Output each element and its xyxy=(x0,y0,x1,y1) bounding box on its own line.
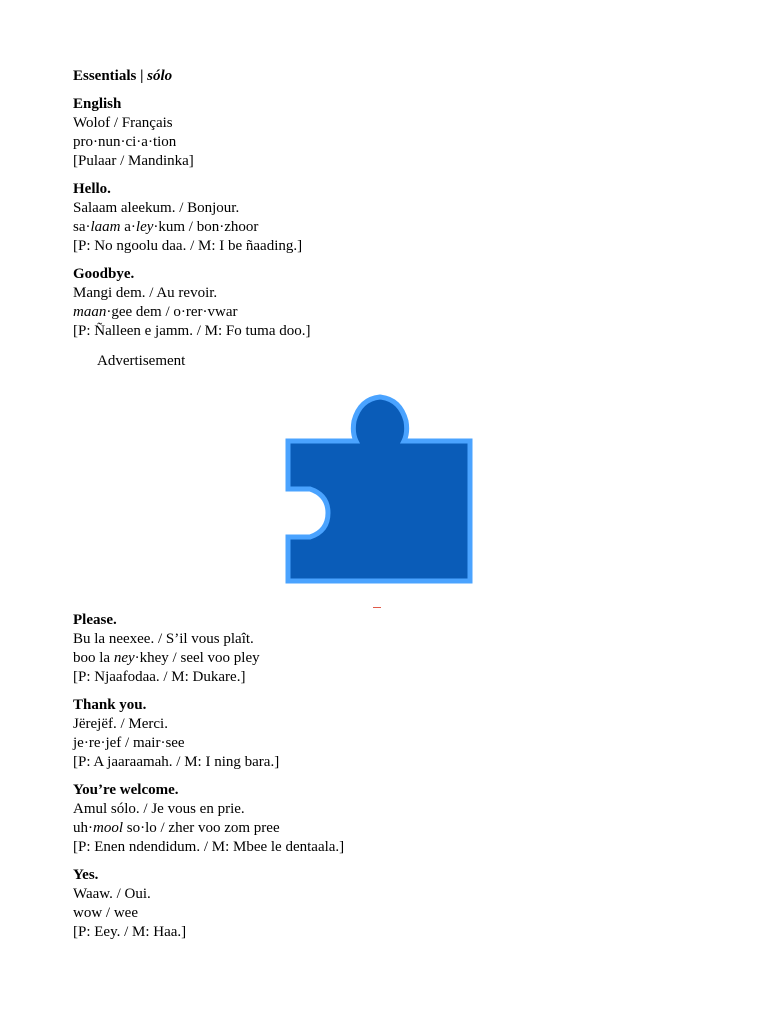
phrase-hello xyxy=(73,180,713,256)
phrase-translation: Mangi dem. / Au revoir. xyxy=(73,285,218,301)
phrase-pronunciation: je·re·jef / mair·see xyxy=(73,735,185,751)
phrase-translation: Jërejëf. / Merci. xyxy=(73,716,168,732)
heading-native: sólo xyxy=(147,68,173,84)
phrase-pronunciation: uh·mool so·lo / zher voo zom pree xyxy=(73,820,280,836)
phrase-pronunciation: wow / wee xyxy=(73,905,138,921)
phrase-other: [P: Enen ndendidum. / M: Mbee le dentaala.] xyxy=(73,839,345,855)
phrase-thank-you xyxy=(73,696,713,772)
phrase-title: You’re welcome. xyxy=(73,782,179,798)
phrase-goodbye xyxy=(73,265,713,341)
phrase-translation: Salaam aleekum. / Bonjour. xyxy=(73,200,240,216)
phrase-translation: Waaw. / Oui. xyxy=(73,886,151,902)
phrase-title: Yes. xyxy=(73,867,99,883)
phrase-yes xyxy=(73,866,713,942)
phrase-title: Thank you. xyxy=(73,697,147,713)
phrase-title: Please. xyxy=(73,612,117,628)
phrasebook-top xyxy=(73,67,713,350)
legend-title: English xyxy=(73,96,122,112)
legend-translation: Wolof / Français xyxy=(73,115,173,131)
legend-other: [Pulaar / Mandinka] xyxy=(73,153,194,169)
phrase-you-are-welcome xyxy=(73,781,713,857)
legend-pronunciation: pro·nun·ci·a·tion xyxy=(73,134,177,150)
phrase-other: [P: Njaafodaa. / M: Dukare.] xyxy=(73,669,246,685)
puzzle-piece-icon[interactable] xyxy=(284,393,474,585)
phrase-other: [P: Ñalleen e jamm. / M: Fo tuma doo.] xyxy=(73,323,311,339)
heading-main: Essentials xyxy=(73,68,137,84)
ad-divider xyxy=(373,607,381,608)
phrase-pronunciation: boo la ney·khey / seel voo pley xyxy=(73,650,260,666)
phrase-title: Hello. xyxy=(73,181,111,197)
phrase-other: [P: A jaaraamah. / M: I ning bara.] xyxy=(73,754,280,770)
phrase-other: [P: No ngoolu daa. / M: I be ñaading.] xyxy=(73,238,303,254)
phrase-title: Goodbye. xyxy=(73,266,135,282)
section-heading xyxy=(73,67,713,86)
phrase-pronunciation: sa·laam a·ley·kum / bon·zhoor xyxy=(73,219,259,235)
phrasebook-bottom xyxy=(73,611,713,951)
advertisement-label: Advertisement xyxy=(97,353,186,369)
phrase-translation: Amul sólo. / Je vous en prie. xyxy=(73,801,245,817)
phrase-please xyxy=(73,611,713,687)
phrase-other: [P: Eey. / M: Haa.] xyxy=(73,924,187,940)
heading-separator: | xyxy=(136,68,148,84)
legend-entry xyxy=(73,95,713,171)
phrase-pronunciation: maan·gee dem / o·rer·vwar xyxy=(73,304,238,320)
phrase-translation: Bu la neexee. / S’il vous plaît. xyxy=(73,631,254,647)
